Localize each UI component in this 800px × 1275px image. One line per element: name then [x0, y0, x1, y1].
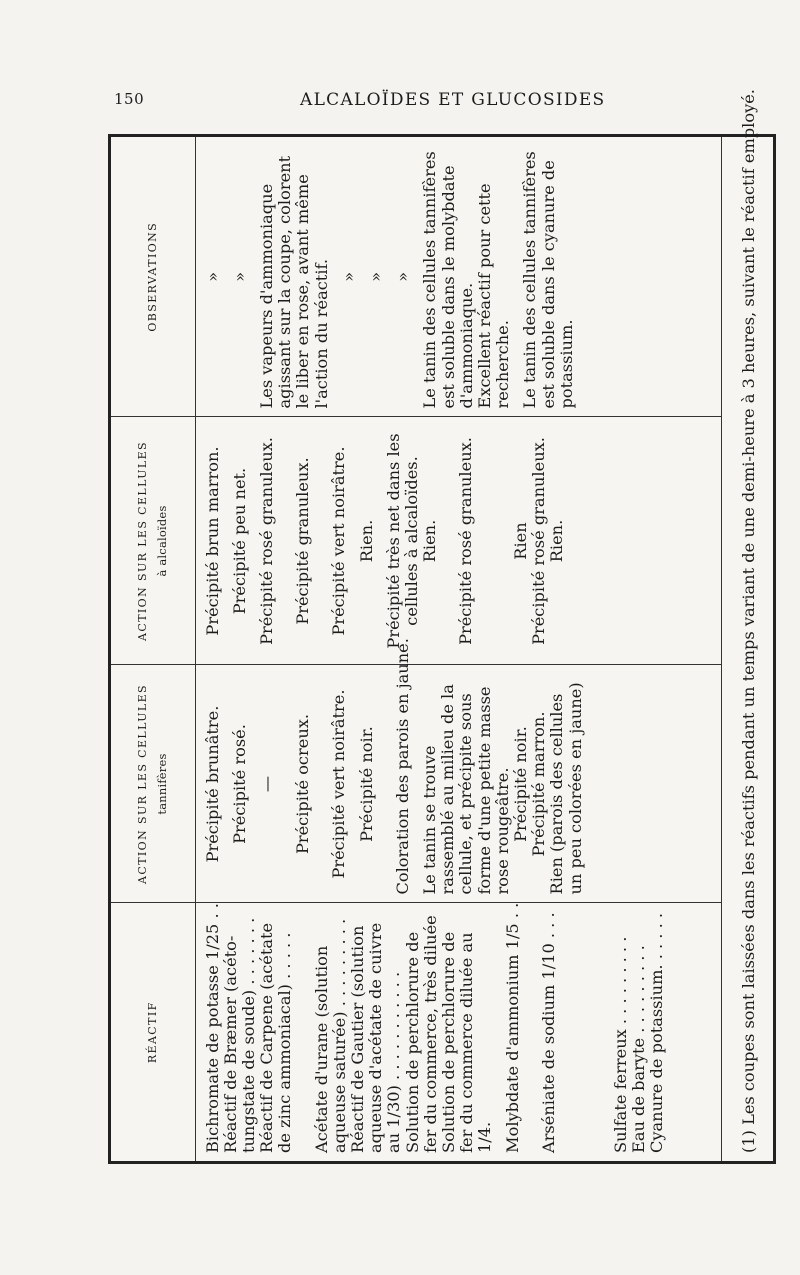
tanin-entry: Rien (parois des cellules un peu colorées en jaune) — [547, 682, 585, 895]
table-footnote: (1) Les coupes sont laissées dans les réactifs pendant un temps variant de une demi-heure à 3 heures, suivant le réactif employé. — [721, 137, 773, 1161]
observation-entry: Les vapeurs d'ammoniaque agissant sur la coupe, colorent le liber en rose, avant même l'action du réactif. — [256, 155, 331, 409]
alcaloides-column — [195, 417, 721, 665]
observation-entry: Le tanin des cellules tannifères est soluble dans le cyanure de potassium. — [520, 151, 576, 409]
reactif-entry: Eau de baryte . . . . . . . . . — [629, 945, 649, 1153]
tanin-entry: Précipité marron. — [529, 711, 549, 857]
tanin-entry: — — [256, 775, 276, 793]
column-header-reactif — [111, 903, 195, 1161]
column-header-tanniferes — [111, 665, 195, 903]
observation-entry: Le tanin des cellules tannifères est soluble dans le molybdate d'ammoniaque. — [420, 151, 476, 409]
alcaloide-entry: Rien. — [420, 519, 440, 563]
column-title: OBSERVATIONS — [146, 221, 160, 332]
alcaloide-entry: Précipité peu net. — [229, 467, 249, 615]
tanin-entry: Précipité ocreux. — [293, 713, 313, 855]
alcaloide-entry: Précipité brun marron. — [202, 446, 222, 636]
observation-entry: » — [229, 271, 249, 282]
observation-entry: » — [393, 271, 413, 282]
column-title: ACTION SUR LES CELLULES — [136, 441, 150, 641]
column-title: RÉACTIF — [146, 1001, 160, 1064]
alcaloide-entry: Précipité granuleux. — [293, 457, 313, 625]
observation-entry: » — [365, 271, 385, 282]
reactif-entry: Solution de perchlorure de fer du commerce diluée au 1/4. — [438, 931, 495, 1153]
observation-entry: » — [338, 271, 358, 282]
observation-entry: Excellent réactif pour cette recherche. — [474, 183, 513, 409]
alcaloide-entry: Précipité rosé granuleux. — [256, 437, 276, 645]
observations-column — [195, 137, 721, 417]
reactif-entry: Réactif de Gautier (solution aqueuse d'acétate de cuivre au 1/30) . . . . . . . . . . . — [347, 922, 404, 1153]
alcaloide-entry: Précipité rosé granuleux. — [456, 437, 476, 645]
tanin-entry: Coloration des parois en jaune. — [392, 638, 412, 895]
tanin-entry: Le tanin se trouve rassemblé au milieu de la cellule, et précipite sous forme d'une petite masse rose rougeâtre. — [419, 684, 512, 895]
tanin-entry: Précipité vert noirâtre. — [329, 689, 349, 879]
column-title: ACTION SUR LES CELLULES — [136, 684, 150, 884]
reactif-entry: Bichromate de potasse 1/25 . . — [202, 903, 222, 1153]
observation-entry: » — [202, 271, 222, 282]
reactif-entry: Réactif de Bræmer (acéto-tungstate de soude) . . . . . . . — [220, 917, 258, 1153]
alcaloide-entry: Rien — [510, 522, 530, 560]
alcaloide-entry: Précipité très net dans les cellules à alcaloïdes. — [383, 433, 421, 649]
alcaloide-entry: Rien. — [546, 519, 566, 563]
alcaloide-entry: Précipité rosé granuleux. — [528, 437, 548, 645]
reactif-entry: Molybdate d'ammonium 1/5 . . — [502, 902, 522, 1153]
page-number: 150 — [114, 90, 145, 108]
column-subtitle: tannifères — [155, 753, 170, 815]
reactif-entry: Solution de perchlorure de fer du commerce, très diluée — [402, 915, 440, 1153]
reactif-entry: Sulfate ferreux . . . . . . . . . — [610, 936, 630, 1153]
alcaloide-entry: Rien. — [356, 519, 376, 563]
reactif-entry: Cyanure de potassium. . . . . . — [647, 912, 667, 1153]
tanin-entry: Précipité rosé. — [229, 724, 249, 844]
column-header-alcaloides — [111, 417, 195, 665]
tanniferes-column — [195, 638, 721, 903]
tanin-entry: Précipité noir. — [510, 726, 530, 842]
reactif-entry: Arséniate de sodium 1/10 . . . — [538, 912, 558, 1153]
tanin-entry: Précipité brunâtre. — [202, 705, 222, 863]
running-title: ALCALOÏDES ET GLUCOSIDES — [300, 90, 606, 110]
tanin-entry: Précipité noir. — [356, 726, 376, 842]
column-header-observations — [111, 137, 195, 417]
alcaloide-entry: Précipité vert noirâtre. — [329, 446, 349, 636]
reactif-entry: Acétate d'urane (solution aqueuse saturée) . . . . . . . . . — [311, 918, 349, 1153]
reactif-entry: Réactif de Carpene (acétate de zinc ammoniacal) . . . . . — [257, 922, 295, 1153]
column-subtitle: à alcaloïdes — [155, 505, 170, 577]
reactif-column — [195, 903, 721, 1161]
